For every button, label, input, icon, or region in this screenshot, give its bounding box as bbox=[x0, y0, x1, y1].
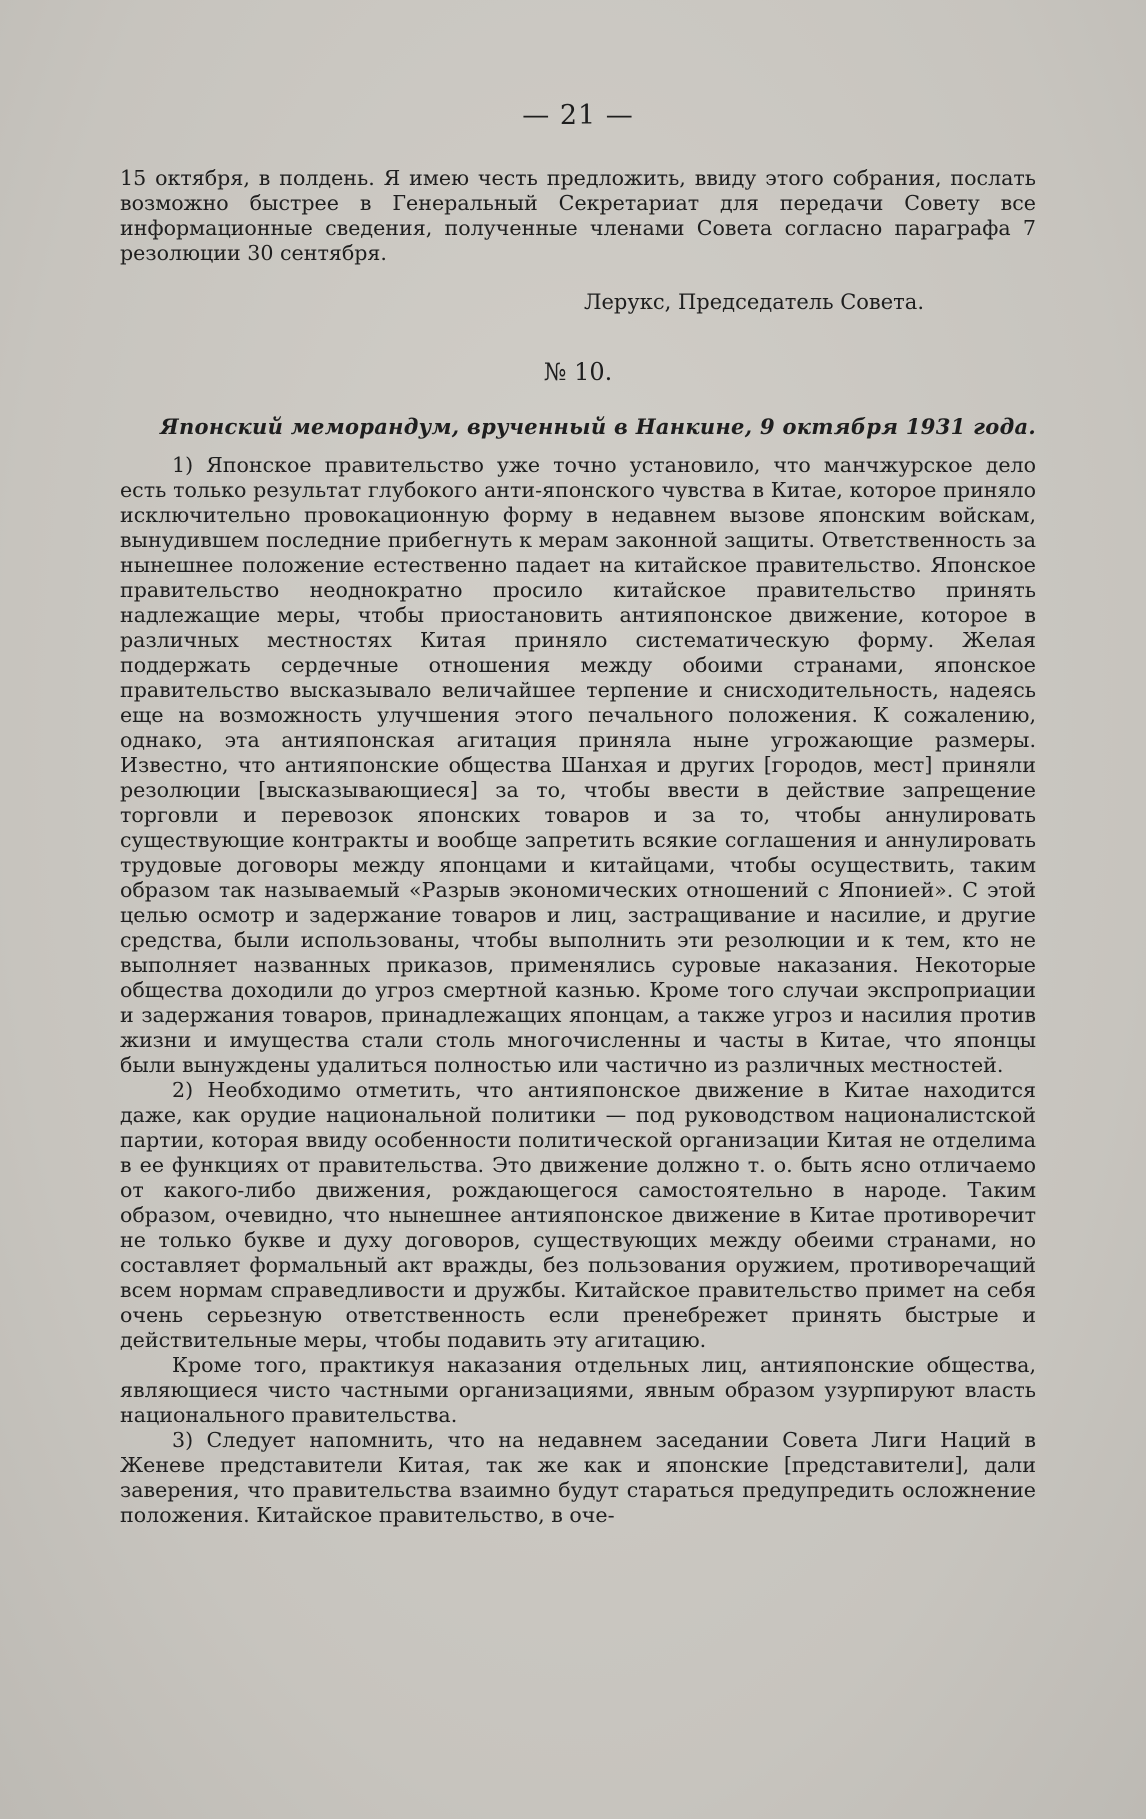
page-number: — 21 — bbox=[522, 100, 634, 131]
opening-section bbox=[120, 166, 1036, 266]
memorandum-body bbox=[120, 453, 1036, 1528]
paragraph-4: 3) Следует напомнить, что на недавнем заседании Совета Лиги Наций в Женеве представители Китая, так же как и японские [представители], дали заверения, что правительства взаимно будут стараться предупредить осложнение положения. Китайское правительство, в оче- bbox=[120, 1428, 1036, 1527]
paragraph-3: Кроме того, практикуя наказания отдельных лиц, антияпонские общества, являющиеся чисто частными организациями, явным образом узурпируют власть национального правительства. bbox=[120, 1353, 1036, 1427]
document-title: Японский меморандум, врученный в Нанкине, 9 октября 1931 года. bbox=[160, 414, 1036, 439]
paragraph-2: 2) Необходимо отметить, что антияпонское движение в Китае находится даже, как орудие национальной политики — под руководством националистской партии, которая ввиду особенности политической организации Китая не отделима в ее функциях от правительства. Это движение должно т. о. быть ясно отличаемо от какого-либо движения, рождающегося самостоятельно в народе. Таким образом, очевидно, что нынешнее антияпонское движение в Китае противоречит не только букве и духу договоров, существующих между обеими странами, но составляет формальный акт вражды, без пользования оружием, противоречащий всем нормам справедливости и дружбы. Китайское правительство примет на себя очень серьезную ответственность если пренебрежет принять быстрые и действительные меры, чтобы подавить эту агитацию. bbox=[120, 1078, 1036, 1352]
paragraph-1: 1) Японское правительство уже точно установило, что манчжурское дело есть только результат глубокого анти-японского чувства в Китае, которое приняло исключительно провокационную форму в недавнем вызове японским войскам, вынудившем последние прибегнуть к мерам законной защиты. Ответственность за нынешнее положение естественно падает на китайское правительство. Японское правительство неоднократно просило китайское правительство принять надлежащие меры, чтобы приостановить антияпонское движение, которое в различных местностях Китая приняло систематическую форму. Желая поддержать сердечные отношения между обоими странами, японское правительство высказывало величайшее терпение и снисходительность, надеясь еще на возможность улучшения этого печального положения. К сожалению, однако, эта антияпонская агитация приняла ныне угрожающие размеры. Известно, что антияпонские общества Шанхая и других [городов, мест] приняли резолюции [высказывающиеся] за то, чтобы ввести в действие запрещение торговли и перевозок японских товаров и за то, чтобы аннулировать существующие контракты и вообще запретить всякие соглашения и аннулировать трудовые договоры между японцами и китайцами, чтобы осуществить, таким образом так называемый «Разрыв экономических отношений с Японией». С этой целью осмотр и задержание товаров и лиц, застращивание и насилие, и другие средства, были использованы, чтобы выполнить эти резолюции и к тем, кто не выполняет названных приказов, применялись суровые наказания. Некоторые общества доходили до угроз смертной казнью. Кроме того случаи экспроприации и задержания товаров, принадлежащих японцам, а также угроз и насилия против жизни и имущества стали столь многочисленны и часты в Китае, что японцы были вынуждены удалиться полностью или частично из различных местностей. bbox=[120, 453, 1036, 1077]
document-number: № 10. bbox=[543, 358, 613, 386]
signature: Лерукс, Председатель Совета. bbox=[583, 290, 924, 314]
opening-paragraph: 15 октября, в полдень. Я имею честь предложить, ввиду этого собрания, послать возможно быстрее в Генеральный Секретариат для передачи Совету все информационные сведения, полученные членами Совета согласно параграфа 7 резолюции 30 сентября. bbox=[120, 166, 1036, 265]
